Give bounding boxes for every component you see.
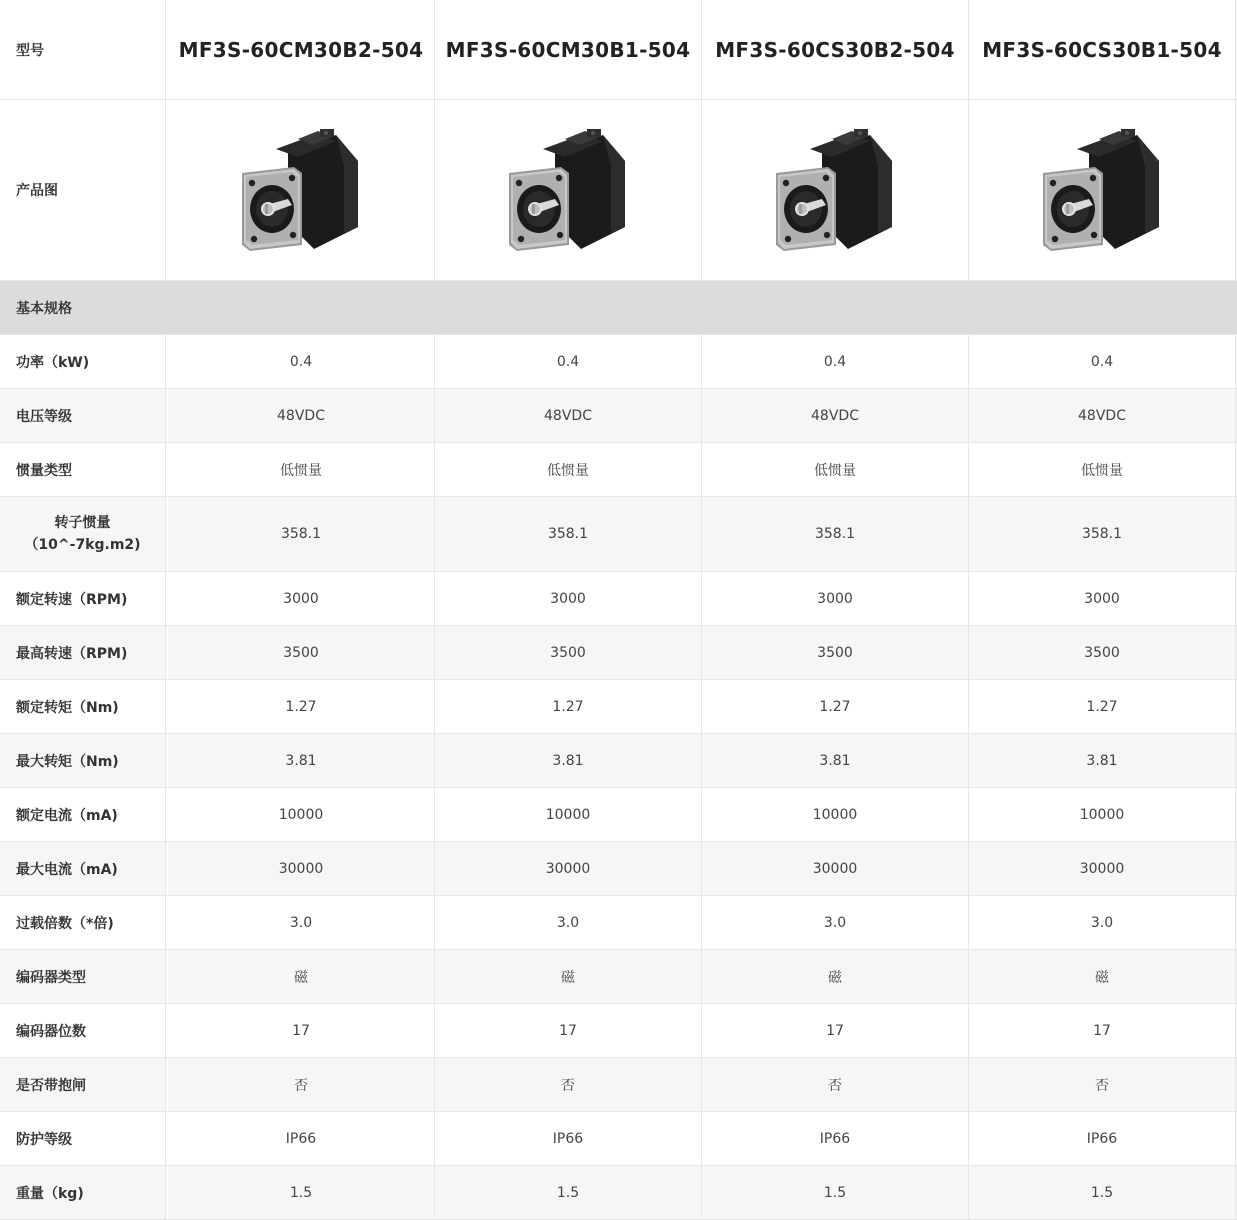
spec-value: 358.1: [702, 497, 969, 571]
spec-value: 3.0: [168, 896, 435, 949]
spec-value: 1.5: [702, 1166, 969, 1219]
spec-value: 0.4: [435, 335, 702, 388]
spec-row: [0, 1004, 1237, 1058]
spec-value: 48VDC: [969, 389, 1236, 442]
spec-row: [0, 950, 1237, 1004]
spec-value: 3000: [969, 572, 1236, 625]
section-header: [0, 281, 1237, 335]
spec-label: 防护等级: [0, 1112, 166, 1165]
spec-value: 0.4: [702, 335, 969, 388]
spec-row: [0, 788, 1237, 842]
spec-value: 0.4: [168, 335, 435, 388]
spec-row: [0, 680, 1237, 734]
spec-value: 3500: [168, 626, 435, 679]
product-image: [702, 100, 969, 280]
spec-value: 磁: [702, 950, 969, 1003]
spec-value: 3500: [435, 626, 702, 679]
spec-value: 10000: [702, 788, 969, 841]
spec-value: 1.5: [168, 1166, 435, 1219]
spec-value: 1.5: [969, 1166, 1236, 1219]
spec-value: 17: [435, 1004, 702, 1057]
product-image-row: [0, 100, 1237, 281]
spec-value: 48VDC: [168, 389, 435, 442]
servo-motor-icon: [770, 127, 900, 253]
model-header-row: [0, 0, 1237, 100]
spec-value: 否: [969, 1058, 1236, 1111]
spec-value: 1.27: [435, 680, 702, 733]
spec-value: 3.81: [435, 734, 702, 787]
product-image: [168, 100, 435, 280]
spec-value: 0.4: [969, 335, 1236, 388]
spec-row: [0, 1112, 1237, 1166]
spec-row: [0, 842, 1237, 896]
spec-value: 3500: [969, 626, 1236, 679]
spec-label: 转子惯量（10^-7kg.m2): [0, 497, 166, 571]
spec-value: 低惯量: [435, 443, 702, 496]
spec-label: 惯量类型: [0, 443, 166, 496]
spec-label: 最大转矩（Nm): [0, 734, 166, 787]
spec-row: [0, 734, 1237, 788]
section-title: 基本规格: [16, 300, 72, 317]
model-label: 型号: [0, 0, 166, 99]
spec-label: 编码器类型: [0, 950, 166, 1003]
model-name: MF3S-60CM30B1-504: [435, 0, 702, 99]
spec-row: [0, 335, 1237, 389]
spec-value: 低惯量: [969, 443, 1236, 496]
spec-value: 17: [168, 1004, 435, 1057]
spec-row: [0, 389, 1237, 443]
spec-label: 额定转速（RPM): [0, 572, 166, 625]
spec-value: 3000: [168, 572, 435, 625]
spec-label: 过载倍数（*倍): [0, 896, 166, 949]
spec-label: 重量（kg): [0, 1166, 166, 1219]
spec-value: 358.1: [435, 497, 702, 571]
spec-value: 48VDC: [435, 389, 702, 442]
spec-value: 3500: [702, 626, 969, 679]
model-name: MF3S-60CS30B2-504: [702, 0, 969, 99]
spec-value: 30000: [969, 842, 1236, 895]
spec-value: IP66: [969, 1112, 1236, 1165]
spec-value: 30000: [168, 842, 435, 895]
spec-value: 3.81: [969, 734, 1236, 787]
spec-value: 10000: [435, 788, 702, 841]
spec-value: 低惯量: [168, 443, 435, 496]
spec-label: 电压等级: [0, 389, 166, 442]
servo-motor-icon: [503, 127, 633, 253]
spec-value: 1.5: [435, 1166, 702, 1219]
spec-rows: [0, 335, 1237, 1220]
product-image-label: 产品图: [0, 100, 166, 280]
spec-value: 358.1: [969, 497, 1236, 571]
spec-row: [0, 1058, 1237, 1112]
spec-value: 3.81: [168, 734, 435, 787]
spec-value: 358.1: [168, 497, 435, 571]
spec-label: 额定转矩（Nm): [0, 680, 166, 733]
spec-value: 磁: [168, 950, 435, 1003]
product-image: [969, 100, 1236, 280]
servo-motor-icon: [1037, 127, 1167, 253]
spec-row: [0, 896, 1237, 950]
spec-label: 最高转速（RPM): [0, 626, 166, 679]
spec-value: 48VDC: [702, 389, 969, 442]
spec-value: 3000: [435, 572, 702, 625]
spec-value: 30000: [435, 842, 702, 895]
spec-value: 低惯量: [702, 443, 969, 496]
spec-value: 否: [168, 1058, 435, 1111]
spec-row: [0, 572, 1237, 626]
model-name: MF3S-60CS30B1-504: [969, 0, 1236, 99]
spec-label: 额定电流（mA): [0, 788, 166, 841]
spec-label: 是否带抱闸: [0, 1058, 166, 1111]
product-image: [435, 100, 702, 280]
model-name: MF3S-60CM30B2-504: [168, 0, 435, 99]
spec-value: 30000: [702, 842, 969, 895]
spec-value: 1.27: [969, 680, 1236, 733]
spec-value: 1.27: [702, 680, 969, 733]
spec-value: 3.0: [969, 896, 1236, 949]
spec-value: 3000: [702, 572, 969, 625]
spec-value: 17: [969, 1004, 1236, 1057]
spec-label: 功率（kW): [0, 335, 166, 388]
spec-row: [0, 443, 1237, 497]
spec-row: [0, 626, 1237, 680]
spec-value: 3.0: [702, 896, 969, 949]
spec-value: 否: [702, 1058, 969, 1111]
spec-value: 3.81: [702, 734, 969, 787]
spec-value: 3.0: [435, 896, 702, 949]
spec-value: IP66: [702, 1112, 969, 1165]
spec-row: [0, 1166, 1237, 1220]
spec-value: 10000: [168, 788, 435, 841]
spec-row: [0, 497, 1237, 572]
spec-label: 编码器位数: [0, 1004, 166, 1057]
spec-value: 17: [702, 1004, 969, 1057]
spec-value: 否: [435, 1058, 702, 1111]
spec-value: IP66: [168, 1112, 435, 1165]
spec-value: 磁: [969, 950, 1236, 1003]
spec-value: 1.27: [168, 680, 435, 733]
spec-value: IP66: [435, 1112, 702, 1165]
spec-value: 10000: [969, 788, 1236, 841]
spec-label: 最大电流（mA): [0, 842, 166, 895]
spec-value: 磁: [435, 950, 702, 1003]
servo-motor-icon: [236, 127, 366, 253]
